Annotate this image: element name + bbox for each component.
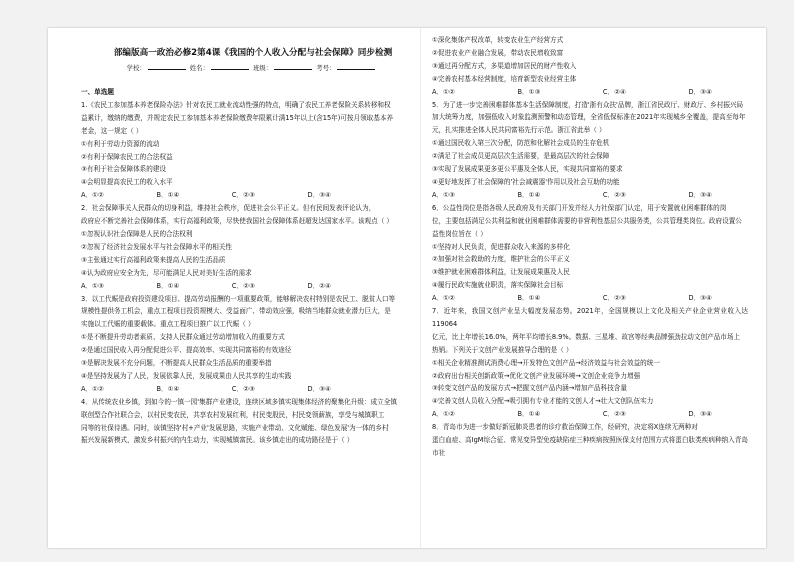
- question-stem: 规模性提供务工机会，重点工程项目投资规模大、受益面广、带动效应强，吸纳当地群众就业潜力巨大，是: [81, 307, 391, 316]
- exam-sheet: [48, 28, 766, 548]
- student-info-line: [81, 62, 423, 74]
- statement-item: ④完善农村基本经营制度，培育新型农业经营主体: [432, 74, 577, 83]
- question-stem: 热销。下列关于文创产业发展推导合理的是（ ）: [432, 345, 573, 354]
- question-stem: 亿元，比上年增长16.0%，两年平均增长8.9%。数据、三星堆、故宫等经典品牌强劲拉动文创产品市场上: [432, 332, 741, 341]
- question-stem: 实施以工代赈的重要载体。重点工程项目推广以工代赈（ ）: [81, 320, 255, 329]
- question-3: [81, 293, 423, 396]
- option-c[interactable]: C．②④: [602, 87, 626, 96]
- number-label: 考号：: [316, 64, 336, 72]
- statement-item: ②加强对社会救助的力度，维护社会的公平正义: [432, 255, 570, 264]
- question-stem: 联创型合作社联合会，以村民变农民，共享农村发展红利，村民变股民，村民变领薪族，享受与城镇职工: [81, 410, 385, 419]
- answer-options: [432, 292, 712, 305]
- name-label: 姓名：: [189, 64, 209, 72]
- question-stem: 老金，这一规定（ ）: [81, 126, 143, 135]
- question-stem: 位，主要包括满足公共利益和就业困难群体需要的非营利性基层公共服务类，公共管理类岗位。政府设置公: [432, 216, 742, 225]
- option-c[interactable]: C．②③: [602, 410, 626, 419]
- section-heading: 一、单选题: [81, 88, 114, 96]
- statement-item: ①忽视认识社会保障是人民的合法权利: [81, 229, 193, 238]
- question-stem: 同等的社保待遇。同时，该镇坚持'村+产业'发展思路，实施产业带动、文化赋能、绿色发展'为一体的乡村: [81, 423, 389, 432]
- question-stem: 政府应不断完善社会保障体系，实行高福利政策，尽快使我国社会保障体系赶超发达国家水平。该观点（ ）: [81, 217, 394, 226]
- option-a[interactable]: A．①③: [432, 190, 455, 199]
- class-label: 班级：: [253, 64, 273, 72]
- statement-item: ④完善文创人员收入分配→吸引拥有专业才能的文创人才→壮大文创队伍实力: [432, 397, 654, 406]
- option-d[interactable]: D．③④: [307, 384, 331, 393]
- option-b[interactable]: B．①④: [517, 410, 541, 419]
- option-d[interactable]: D．③④: [688, 87, 712, 96]
- question-6: [432, 202, 748, 305]
- option-d[interactable]: D．③④: [688, 190, 712, 199]
- statement-item: ①深化集体产权改革，转变农业生产经营方式: [432, 36, 564, 44]
- option-c[interactable]: C．②③: [231, 281, 255, 290]
- option-b[interactable]: B．①③: [517, 87, 541, 96]
- question-7: [432, 305, 748, 421]
- statement-item: ①是不断提升劳动者素质、支持人民群众通过劳动增加收入的重要方式: [81, 333, 285, 342]
- statement-item: ②是通过国民收入再分配促进公平、提高效率、实现共同富裕的有效途径: [81, 346, 292, 355]
- option-b[interactable]: B．①④: [156, 384, 180, 393]
- question-2: [81, 202, 423, 292]
- question-stem: 8．青岛市为进一步做好新冠肺炎患者的诊疗救治保障工作，经研究，决定将X连续无两种对: [432, 423, 698, 432]
- answer-options: [81, 189, 331, 202]
- statement-item: ④更好地发挥了社会保障的'社会减震器'作用以及社会互助的功能: [432, 177, 620, 186]
- statement-item: ④是坚持发展为了人民，发展依靠人民，发展成果由人民共享的生动实践: [81, 371, 292, 380]
- option-c[interactable]: C．②③: [231, 384, 255, 393]
- question-stem: 加大统筹力度，加强低收入对象监测预警和动态管理，全省低保标准在2021年实现城乡全覆盖，提高至每年: [432, 113, 746, 122]
- question-stem: 蛋白血症、高IgM综合征、常见变异型免疫缺陷症三种疾病按照医保支付范围方式将蛋白肽类疾病种纳入青岛市社: [432, 436, 748, 457]
- answer-options: [432, 408, 712, 421]
- option-a[interactable]: A．①②: [432, 410, 455, 419]
- statement-item: ①相关企业精准测试消费心理→开发特色文创产品→经济效益与社会效益的统一: [432, 358, 660, 367]
- question-1: [81, 99, 423, 202]
- option-d[interactable]: D．③④: [307, 191, 331, 200]
- statement-item: ③转变文创产品的发展方式→把握文创产品内涵→增加产品科技含量: [432, 384, 627, 393]
- question-4-continued: [432, 34, 748, 99]
- page-title: 部编版高一政治必修2第4课《我国的个人收入分配与社会保障》同步检测: [113, 48, 393, 58]
- option-a[interactable]: A．①②: [432, 87, 455, 96]
- question-5: [432, 99, 748, 202]
- option-b[interactable]: B．①④: [156, 281, 180, 290]
- left-column: [81, 46, 423, 447]
- question-8: [432, 421, 748, 460]
- statement-item: ②促进农业产业融合发展，带动农民增收致富: [432, 48, 564, 57]
- option-b[interactable]: B．①④: [156, 191, 180, 200]
- statement-item: ①通过国民收入第三次分配，防范和化解社会成员的生存危机: [432, 139, 610, 148]
- statement-item: ②有利于保障农民工的合法权益: [81, 152, 173, 161]
- class-input[interactable]: [274, 62, 312, 70]
- statement-item: ③主张通过实行高福利政策来提高人民的生活品质: [81, 255, 226, 264]
- statement-item: ④履行民政实施就业职责，落实保障社会目标: [432, 281, 564, 290]
- option-c[interactable]: C．②③: [602, 294, 626, 303]
- answer-options: [432, 189, 712, 202]
- statement-item: ③通过再分配方式，多渠道增加居民的财产性收入: [432, 61, 577, 70]
- question-stem: 1.《农民工参加基本养老保险办法》针对农民工就业流动性强的特点，明确了农民工养老保险关系转移和权: [81, 100, 391, 109]
- statement-item: ③维护就业困难群体利益，让发展成果惠及人民: [432, 268, 570, 277]
- question-stem: 7．近年来，我国文创产业呈大幅度发展态势。2021年，全国规模以上文化及相关产业企业营业收入达119064: [432, 307, 748, 328]
- statement-item: ④认为政府应安全为先，尽可能满足人民对美好生活的需求: [81, 268, 252, 277]
- option-d[interactable]: D．③④: [688, 410, 712, 419]
- right-column: [432, 34, 748, 460]
- option-a[interactable]: A．①②: [81, 384, 104, 393]
- question-stem: 益性岗位旨在（ ）: [432, 229, 487, 238]
- option-d[interactable]: D．③④: [688, 294, 712, 303]
- question-stem: 6．公益性岗位是指各级人民政府及有关部门开发并经人力社保部门认定，用于安置就业困难群体的岗: [432, 203, 727, 212]
- question-stem: 4．从传统农业乡镇，到如今的一镇一园'集群产业建设，连续区域多镇实现集体经济的聚集化升级：成立全镇: [81, 397, 397, 406]
- statement-item: ②忽视了经济社会发展水平与社会保障水平的相关性: [81, 242, 232, 251]
- option-c[interactable]: C．②③: [602, 190, 626, 199]
- answer-options: [81, 383, 331, 396]
- option-b[interactable]: B．①④: [517, 190, 541, 199]
- option-a[interactable]: A．①②: [81, 191, 104, 200]
- statement-item: ④会明显提高农民工的收入水平: [81, 178, 173, 187]
- name-input[interactable]: [211, 62, 249, 70]
- question-stem: 3．以工代赈是政府投资建设项目、提高劳动报酬的一项重要政策，能够解决农村特别是农民工、脱贫人口等: [81, 294, 396, 303]
- option-d[interactable]: D．②④: [307, 281, 331, 290]
- option-a[interactable]: A．①②: [432, 294, 455, 303]
- school-input[interactable]: [148, 62, 186, 70]
- option-b[interactable]: B．①④: [517, 294, 541, 303]
- statement-item: ②满足了社会成员更高层次生活需要，是最高层次的社会保障: [432, 152, 610, 161]
- option-c[interactable]: C．②③: [231, 191, 255, 200]
- answer-options: [81, 280, 331, 293]
- statement-item: ③有利于社会保障体系的建设: [81, 165, 167, 174]
- school-label: 学校：: [126, 64, 146, 72]
- question-stem: 益累计，缴纳的缴费，并规定农民工参加基本养老保险缴费年限累计满15年以上(含15年)可按月领取基本养: [81, 113, 394, 122]
- statement-item: ①有利于劳动力资源的流动: [81, 139, 160, 148]
- statement-item: ③实现了发展成果更多更公平惠及全体人民，实现共同富裕的要求: [432, 165, 623, 174]
- number-input[interactable]: [337, 62, 375, 70]
- question-stem: 5．为了进一步完善困难群体基本生活保障制度，打造'浙有众扶'品牌，浙江省民政厅、财政厅、乡村振兴局: [432, 100, 744, 109]
- question-stem: 元，扎实推进全体人民共同富裕先行示范。浙江省此举（ ）: [432, 126, 606, 135]
- question-4: [81, 396, 423, 448]
- statement-item: ②政府出台相关创新政策→优化文创产业发展环境→文创企业竞争力增强: [432, 371, 641, 380]
- option-a[interactable]: A．①③: [81, 281, 104, 290]
- question-stem: 2．社会保障事关人民群众的切身利益，维持社会秩序，促进社会公平正义。但有民间发表评论认为，: [81, 204, 376, 213]
- statement-item: ③是解决发展不充分问题，不断提高人民群众生活品质的重要举措: [81, 359, 272, 368]
- statement-item: ①坚持对人民负责，促进群众收入来源的多样化: [432, 242, 570, 251]
- question-stem: 振兴发展新模式，激发乡村振兴的内生动力，实现城镇富民。该乡镇走出的成功路径是于（ ）: [81, 436, 354, 445]
- answer-options: [432, 86, 712, 99]
